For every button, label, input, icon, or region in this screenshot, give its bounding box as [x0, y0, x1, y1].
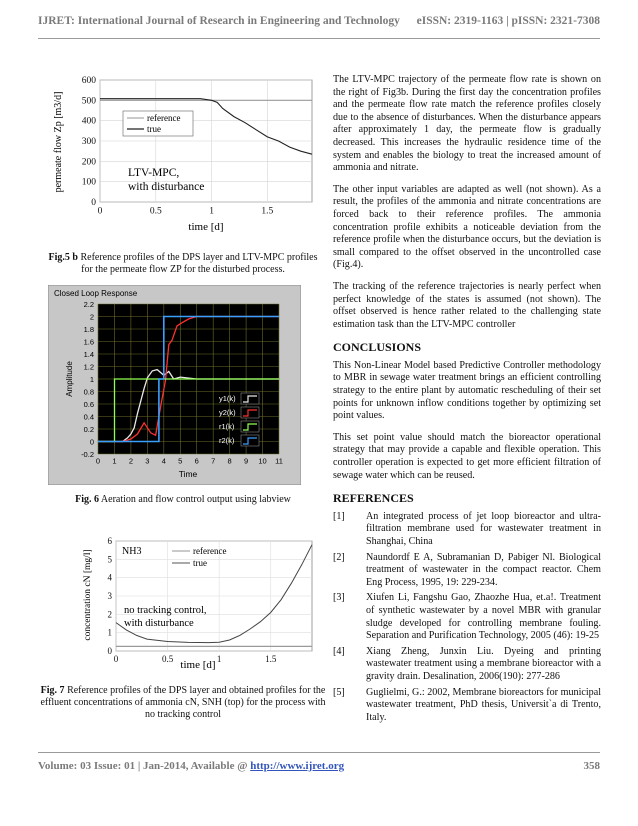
- x-tick-label: 1: [216, 654, 222, 664]
- y-tick-label: 3: [107, 591, 112, 601]
- x-tick-label: 5: [178, 456, 183, 466]
- y-tick-label: 400: [81, 116, 96, 127]
- x-tick-label: 9: [244, 456, 249, 466]
- x-tick-label: 1.5: [265, 654, 277, 664]
- y-tick-label: 500: [81, 96, 96, 107]
- x-tick-label: 1: [209, 206, 214, 217]
- fig7-xlabel: time [d]: [180, 659, 216, 671]
- paragraph-other-inputs: The other input variables are adapted as well (not shown). As a result, the profiles of the ammonia and nitrate concentrations are forced back to their reference profiles. The ammonia concentration profile exhibits a noticeable deviation from the reference profile when the disturbance occurs, but the deviation is small compared to the offset observed in the uncontrolled case (Fig.4).: [333, 183, 601, 271]
- fig6-caption: [42, 494, 324, 506]
- reference-text: An integrated process of jet loop bioreactor and ultra-filtration membrane used for wastewater treatment in Shanghai, China: [366, 510, 601, 547]
- y-tick-label: 0.6: [83, 400, 94, 409]
- fig6-legend-label: y2(k): [219, 408, 236, 417]
- page-footer: [38, 760, 600, 776]
- page-number: 358: [583, 760, 600, 772]
- y-tick-label: 100: [81, 177, 96, 188]
- reference-number: [5]: [333, 686, 345, 698]
- x-tick-label: 10: [258, 456, 267, 466]
- header-rule: [38, 38, 600, 39]
- reference-number: [3]: [333, 592, 345, 604]
- reference-text: Xiufen Li, Fangshu Gao, Zhaozhe Hua, et.a!. Treatment of synthetic wastewater by a novel MBR with granular sludge developed for controlling membrane fouling. Separation and Purification Technology, 2005 (46): 19-25: [366, 592, 601, 642]
- y-tick-label: 1: [107, 627, 112, 638]
- fig6-panel-title: Closed Loop Response: [54, 289, 138, 298]
- y-tick-label: -0.2: [81, 450, 94, 459]
- reference-item: [333, 592, 601, 642]
- reference-item: [333, 552, 601, 590]
- fig6-legend-label: r1(k): [219, 422, 235, 431]
- x-tick-label: 0.5: [149, 206, 162, 217]
- reference-item: [333, 646, 601, 684]
- x-tick-label: 0: [97, 206, 103, 217]
- fig6-legend-label: y1(k): [219, 394, 236, 403]
- reference-text: Guglielmi, G.: 2002, Membrane bioreactors for municipal wastewater treatment, PhD thesis, Universit`a di Trento, Italy.: [366, 686, 601, 723]
- figure-5b: [48, 74, 316, 236]
- fig7-annotation-1: no tracking control,: [124, 605, 207, 616]
- fig6-xlabel: Time: [178, 469, 198, 479]
- reference-list: [333, 511, 601, 725]
- fig6-caption-text: Aeration and flow control output using labview: [98, 494, 291, 505]
- x-tick-label: 1.5: [261, 206, 274, 217]
- fig7-ylabel: concentration cN [mg/l]: [83, 549, 93, 641]
- fig5-annotation-2: with disturbance: [128, 181, 205, 193]
- reference-text: Xiang Zheng, Junxin Liu. Dyeing and printing wastewater treatment using a membrane bioreactor with a gravity drain. Desalination, 2006(190): 277-286: [366, 645, 601, 682]
- fig7-caption-label: Fig. 7: [40, 685, 65, 696]
- x-tick-label: 6: [194, 456, 199, 466]
- y-tick-label: 1.2: [83, 362, 94, 372]
- y-tick-label: 200: [81, 157, 96, 168]
- y-tick-label: 0: [91, 198, 96, 208]
- fig5-xlabel: time [d]: [188, 221, 224, 233]
- reference-number: [2]: [333, 551, 345, 563]
- y-tick-label: 1.8: [83, 325, 94, 334]
- y-tick-label: 2.2: [83, 300, 94, 309]
- fig5-annotation-1: LTV-MPC,: [128, 167, 180, 179]
- fig5-caption-label: Fig.5 b: [48, 252, 78, 263]
- x-tick-label: 8: [227, 456, 232, 466]
- x-tick-label: 4: [161, 456, 166, 466]
- x-tick-label: 2: [128, 456, 133, 466]
- x-tick-label: 7: [211, 456, 216, 466]
- issn-info: eISSN: 2319-1163 | pISSN: 2321-7308: [416, 15, 600, 27]
- conclusions-heading: CONCLUSIONS: [333, 340, 422, 355]
- x-tick-label: 11: [275, 456, 283, 466]
- fig7-species: NH3: [122, 546, 142, 557]
- y-tick-label: 2: [89, 312, 94, 322]
- y-tick-label: 0.4: [83, 412, 94, 422]
- y-tick-label: 0: [107, 646, 112, 656]
- fig6-caption-label: Fig. 6: [75, 494, 99, 505]
- fig7-legend-ref: reference: [193, 546, 227, 556]
- reference-item: [333, 687, 601, 725]
- figure-7: [48, 533, 316, 673]
- fig5-legend-true: true: [147, 124, 161, 134]
- fig6-legend-label: r2(k): [219, 436, 235, 445]
- y-tick-label: 6: [107, 536, 112, 546]
- reference-text: Naundordf E A, Subramanian D, Pabiger Nl. Biological treatment of wastewater in the compact reactor. Chem Eng Process, 1995, 19: 229-234.: [366, 551, 601, 588]
- fig6-ylabel: Amplitude: [65, 361, 74, 397]
- y-tick-label: 4: [107, 572, 112, 583]
- journal-link[interactable]: http://www.ijret.org: [250, 760, 345, 772]
- paragraph-conclusion-1: This Non-Linear Model based Predictive Controller methodology to MBR in sewage water treatment brings an efficient controlling strategy to the entire plant by automatic rescheduling of their set points for unknown inflow conditions together by optimizing set point values.: [333, 359, 601, 422]
- right-column: [333, 74, 601, 727]
- x-tick-label: 1: [112, 456, 117, 466]
- y-tick-label: 300: [81, 137, 96, 147]
- x-tick-label: 3: [145, 456, 150, 466]
- x-tick-label: 0: [113, 654, 119, 664]
- y-tick-label: 2: [107, 609, 112, 620]
- y-tick-label: 1.4: [83, 350, 94, 359]
- y-tick-label: 1: [89, 375, 94, 384]
- y-tick-label: 1.6: [83, 337, 94, 347]
- y-tick-label: 5: [107, 554, 112, 565]
- fig7-annotation-2: with disturbance: [124, 618, 194, 629]
- fig5-caption: [42, 252, 324, 276]
- figure-6-labview: [48, 285, 301, 485]
- paragraph-conclusion-2: This set point value should match the bioreactor operational strategy that may provide a capable and flexible operation. This controller operation is expected to get more efficient filtration of sewage water which can be reused.: [333, 431, 601, 481]
- reference-number: [1]: [333, 510, 345, 522]
- journal-title: IJRET: International Journal of Research in Engineering and Technology: [38, 15, 400, 27]
- y-tick-label: 0.8: [83, 387, 94, 397]
- references-heading: REFERENCES: [333, 491, 414, 506]
- page-header: [38, 10, 600, 32]
- fig5-legend-ref: reference: [147, 113, 181, 123]
- x-tick-label: 0.5: [161, 654, 174, 664]
- reference-item: [333, 511, 601, 549]
- fig7-caption-text: Reference profiles of the DPS layer and obtained profiles for the effluent concentrations of ammonia cN, SNH (top) for the process with no tracking control: [40, 685, 326, 721]
- footer-volume: [38, 760, 344, 776]
- paragraph-tracking: The tracking of the reference trajectories is nearly perfect when perfect knowledge of the states is assumed (not shown). The offset observed is hence rather related to the challenging state estimation task than the LTV-MPC controller: [333, 280, 601, 330]
- x-tick-label: 0: [95, 456, 101, 466]
- y-tick-label: 0.2: [83, 425, 94, 434]
- fig7-legend-true: true: [193, 558, 207, 568]
- fig7-caption: [40, 685, 326, 722]
- reference-number: [4]: [333, 645, 345, 657]
- footer-rule: [38, 752, 600, 753]
- y-tick-label: 0: [89, 437, 94, 447]
- fig5-caption-text: Reference profiles of the DPS layer and LTV-MPC profiles for the permeate flow ZP for the disturbed process.: [77, 252, 318, 276]
- y-tick-label: 600: [81, 76, 96, 86]
- paragraph-ltv-mpc: The LTV-MPC trajectory of the permeate flow rate is shown on the right of Fig3b. During the first day the concentration profiles and the permeate flow rate match the reference profiles closely due to the absence of disturbances. When the disturbance appears after approximately 1 day, the permeate flow is gradually decreased. This increases the hydraulic residence time of the system and enables the biology to treat the increased amount of ammonia and nitrate.: [333, 74, 601, 174]
- footer-volume-text: Volume: 03 Issue: 01 | Jan-2014, Available @: [38, 760, 251, 772]
- fig5-ylabel: permeate flow Zp [m3/d]: [53, 91, 64, 193]
